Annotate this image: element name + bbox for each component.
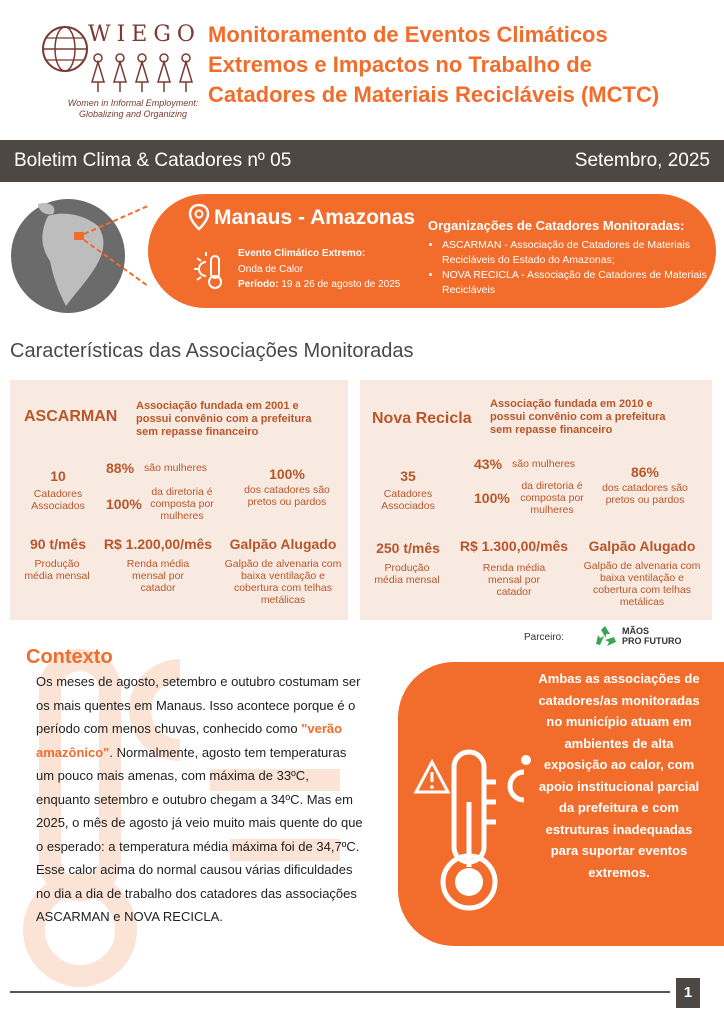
income-label: Renda média mensal por catador <box>482 562 546 598</box>
income-label: Renda média mensal por catador <box>126 558 190 594</box>
globe-map-icon <box>8 196 148 316</box>
board-label: da diretoria é composta por mulheres <box>520 480 584 516</box>
partner-name-2: PRO FUTURO <box>622 636 682 646</box>
catadores-label: Catadores Associados <box>31 488 85 512</box>
assoc-note: Associação fundada em 2010 e possui convênio com a prefeitura sem repasse financeiro <box>490 398 666 436</box>
catadores-label: Catadores Associados <box>381 488 435 512</box>
board-label: da diretoria é composta por mulheres <box>150 486 214 522</box>
women-label: são mulheres <box>144 462 208 474</box>
title-line-3: Catadores de Materiais Recicláveis (MCTC) <box>208 82 660 107</box>
event-period <box>238 279 400 290</box>
production-value: 90 t/mês <box>29 536 87 552</box>
catadores-value: 10 <box>50 468 66 484</box>
wiego-logo <box>40 22 200 122</box>
assoc-name: Nova Recicla <box>372 410 472 427</box>
page-title <box>208 20 708 110</box>
logo-word: WIEGO <box>88 22 201 47</box>
production-label: Produção média mensal <box>24 558 90 582</box>
assoc-name: ASCARMAN <box>24 408 118 425</box>
recycle-icon <box>592 624 618 650</box>
production-label: Produção média mensal <box>374 562 440 586</box>
context-body <box>36 670 366 929</box>
globe-logo-icon <box>40 24 90 74</box>
people-figures-icon <box>88 52 198 94</box>
heat-exposure-text: Ambas as associações de catadores/as monitoradas no município atuam em ambientes de alta exposição ao calor, com apoio institucional parcial da prefeitura e com estruturas inadequadas para suportar eventos extremos. <box>538 671 700 880</box>
women-label: são mulheres <box>512 458 576 470</box>
black-pct: 100% <box>269 466 305 482</box>
women-pct: 88% <box>106 460 135 476</box>
shed-value: Galpão Alugado <box>229 536 337 552</box>
board-pct: 100% <box>474 490 510 506</box>
period-label: Período: <box>238 279 279 290</box>
location-city: Manaus - Amazonas <box>214 206 416 229</box>
partner-label: Parceiro: <box>524 632 565 643</box>
black-label: dos catadores são pretos ou pardos <box>244 484 330 508</box>
bulletin-date: Setembro, 2025 <box>574 150 710 171</box>
black-pct: 86% <box>630 464 660 480</box>
org-item-nova: • NOVA RECICLA - Associação de Catadores de Materiais Recicláveis <box>442 268 717 298</box>
location-card <box>148 194 716 308</box>
production-value: 250 t/mês <box>376 540 440 556</box>
event-name: Onda de Calor <box>238 264 304 275</box>
bulletin-bar <box>0 140 724 182</box>
board-pct: 100% <box>106 496 142 512</box>
logo-tagline <box>48 98 218 120</box>
income-value: R$ 1.300,00/mês <box>459 538 569 554</box>
heat-thermometer-icon <box>192 250 228 290</box>
context-body-start: Os meses de agosto, setembro e outubro costumam ser os mais quentes em Manaus. Isso acontece porque é o período com menos chuvas, conhecido como <box>36 674 361 736</box>
bulletin-title: Boletim Clima & Catadores nº 05 <box>14 150 292 171</box>
shed-value: Galpão Alugado <box>588 538 696 554</box>
shed-label: Galpão de alvenaria com baixa ventilação e cobertura com telhas metálicas <box>224 558 342 606</box>
assoc-note: Associação fundada em 2001 e possui convênio com a prefeitura sem repasse financeiro <box>136 400 312 438</box>
map-pin-icon <box>188 203 210 231</box>
partner-logo <box>592 624 682 652</box>
page-number: 1 <box>676 978 700 1008</box>
orgs-title: Organizações de Catadores Monitoradas: <box>428 218 685 233</box>
partner-name-1: MÃOS <box>622 626 649 636</box>
shed-label: Galpão de alvenaria com baixa ventilação e cobertura com telhas metálicas <box>583 560 701 608</box>
footer-divider <box>10 991 670 993</box>
thermometer-warning-icon <box>412 742 532 922</box>
context-title: Contexto <box>26 646 113 668</box>
heat-exposure-card <box>398 662 724 946</box>
orgs-list <box>428 238 717 298</box>
women-pct: 43% <box>474 456 503 472</box>
section-title: Características das Associações Monitoradas <box>10 340 414 362</box>
title-line-1: Monitoramento de Eventos Climáticos <box>208 22 608 47</box>
context-highlight: "verão amazônico" <box>36 721 343 760</box>
catadores-value: 35 <box>400 468 416 484</box>
context-body-end: . Normalmente, agosto tem temperaturas um pouco mais amenas, com máxima de 33ºC, enquanto setembro e outubro chegam a 34ºC. Mas em 2025, o mês de agosto já veio muito mais quente do que o esperado: a temperatura média máxima foi de 34,7ºC. Esse calor acima do normal causou várias dificuldades no dia a dia de trabalho dos catadores das associações ASCARMAN e NOVA RECICLA. <box>36 744 363 924</box>
period-value: 19 a 26 de agosto de 2025 <box>281 279 401 290</box>
black-label: dos catadores são pretos ou pardos <box>602 482 688 506</box>
org-item-ascarman: • ASCARMAN - Associação de Catadores de Materiais Recicláveis do Estado do Amazonas; <box>442 238 717 268</box>
logo-tagline-1: Women in Informal Employment: <box>67 98 199 108</box>
ascarman-card <box>10 380 348 620</box>
logo-tagline-2: Globalizing and Organizing <box>78 109 188 119</box>
event-label: Evento Climático Extremo: <box>238 248 366 259</box>
title-line-2: Extremos e Impactos no Trabalho de <box>208 52 592 77</box>
nova-recicla-card <box>360 380 712 620</box>
income-value: R$ 1.200,00/mês <box>103 536 213 552</box>
